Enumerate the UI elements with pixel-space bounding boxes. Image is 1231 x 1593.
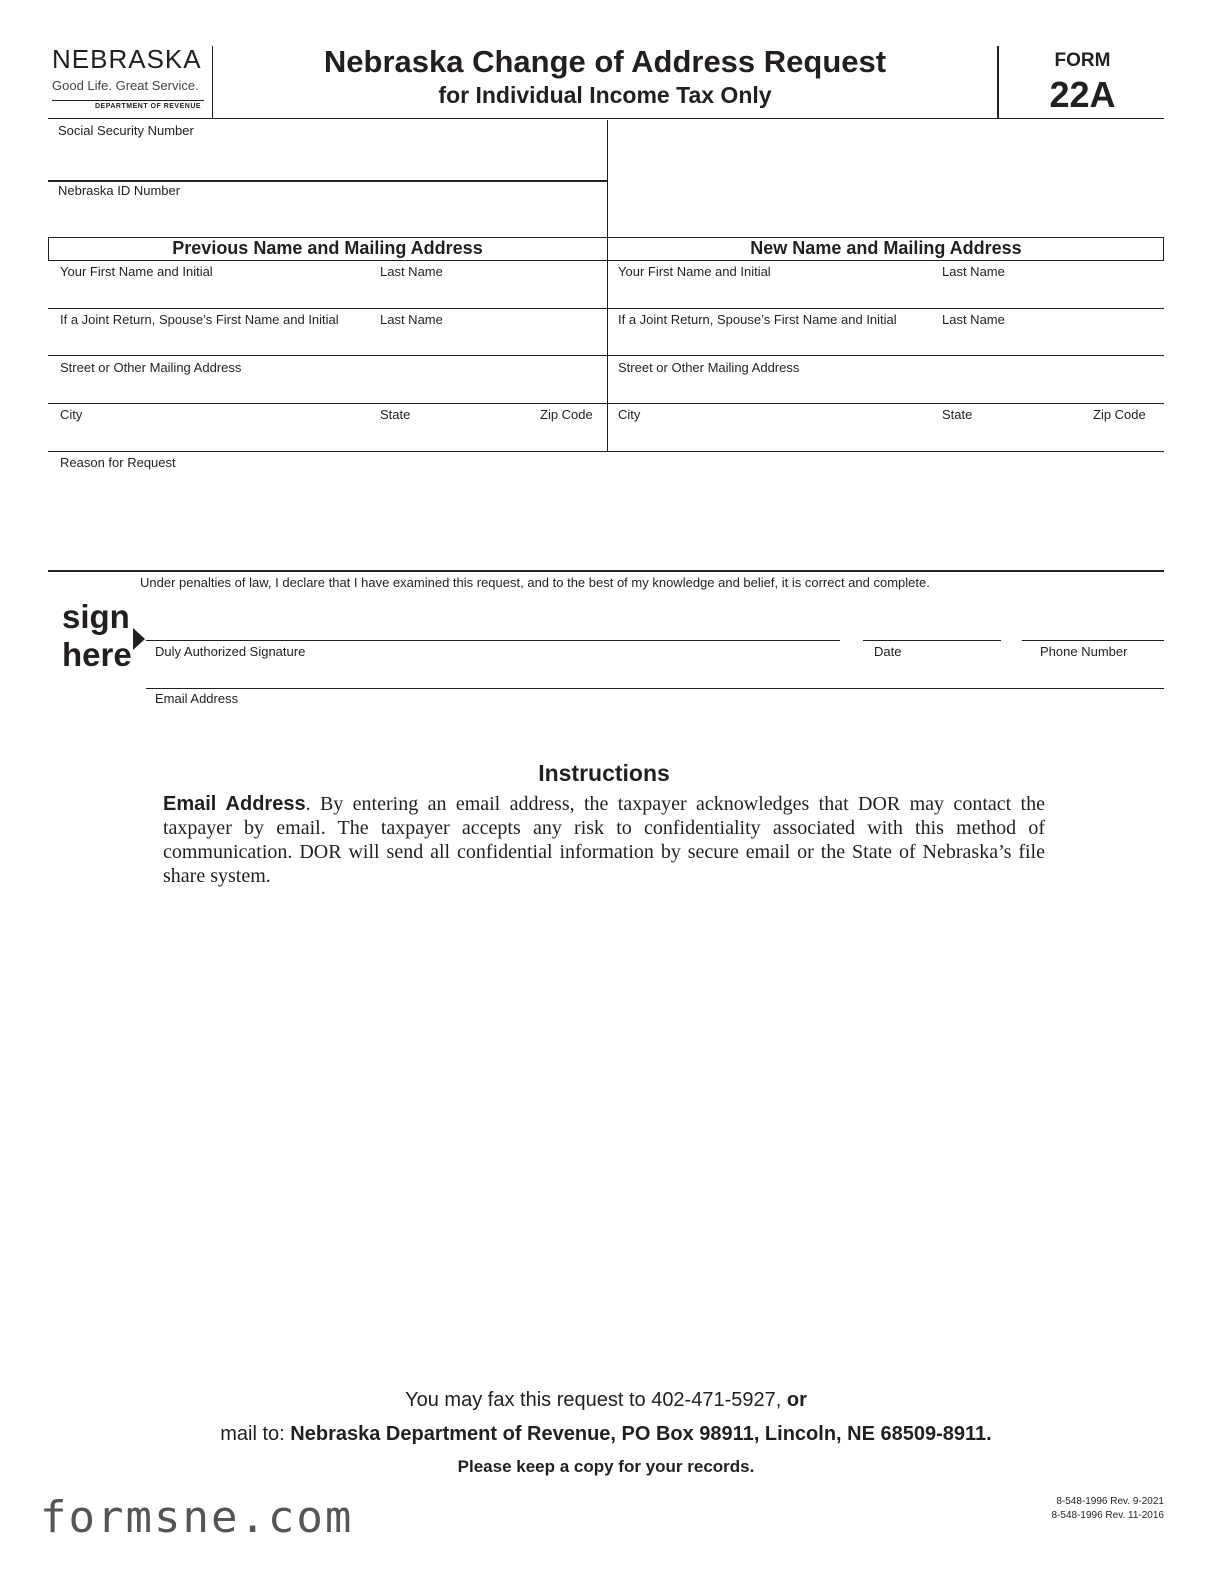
email-field[interactable]: [146, 660, 1164, 688]
page-title: Nebraska Change of Address Request: [323, 44, 887, 79]
new-last-name-label: Last Name: [942, 264, 1005, 279]
nebraska-id-field[interactable]: [48, 200, 607, 236]
email-label: Email Address: [155, 691, 239, 706]
new-spouse-field[interactable]: [608, 328, 1164, 355]
ssn-label: Social Security Number: [58, 123, 194, 138]
logo-divider: [212, 46, 213, 118]
phone-label: Phone Number: [1040, 644, 1128, 659]
ssn-rule: [48, 180, 607, 182]
prev-row3-rule: [48, 403, 607, 404]
new-spouse-last-label: Last Name: [942, 312, 1005, 327]
new-zip-label: Zip Code: [1093, 407, 1146, 422]
prev-row2-rule: [48, 355, 607, 356]
prev-row1-rule: [48, 308, 607, 309]
prev-spouse-field[interactable]: [48, 328, 607, 355]
instructions-body: [163, 792, 1045, 888]
new-name-field[interactable]: [608, 280, 1164, 307]
ssn-field[interactable]: [48, 140, 607, 180]
new-state-label: State: [942, 407, 973, 422]
reason-bottom-rule: [48, 570, 1164, 572]
mail-address: Nebraska Department of Revenue, PO Box 98911, Lincoln, NE 68509-8911.: [290, 1423, 992, 1445]
prev-city-label: City: [60, 407, 83, 422]
new-first-name-label: Your First Name and Initial: [618, 264, 771, 279]
instructions-email-text: . By entering an email address, the taxpayer acknowledges that DOR may contact the taxpayer by email. The taxpayer accepts any risk to confidentiality associated with this method of communication. DOR will send all confidential information by secure email or the State of Nebraska’s file share system.: [163, 793, 1045, 887]
phone-field[interactable]: [1022, 605, 1164, 640]
signature-rule: [146, 640, 840, 641]
logo-rule: [52, 100, 204, 101]
declaration-text: Under penalties of law, I declare that I have examined this request, and to the best of my knowledge and belief, it is correct and complete.: [140, 575, 930, 590]
fax-or: or: [786, 1389, 807, 1411]
prev-street-label: Street or Other Mailing Address: [60, 360, 242, 375]
logo-tagline: Good Life. Great Service.: [52, 78, 199, 93]
keep-copy-note: Please keep a copy for your records.: [457, 1457, 755, 1476]
arrow-right-icon: [133, 628, 145, 650]
new-city-label: City: [618, 407, 641, 422]
fax-line: [0, 1389, 1212, 1412]
date-rule: [863, 640, 1001, 641]
prev-zip-label: Zip Code: [540, 407, 593, 422]
new-city-field[interactable]: [608, 423, 1164, 450]
email-rule: [146, 688, 1164, 689]
prev-state-label: State: [380, 407, 411, 422]
signature-label: Duly Authorized Signature: [155, 644, 306, 659]
fax-text: You may fax this request to 402-471-5927,: [405, 1389, 787, 1411]
form-label: FORM: [1054, 50, 1111, 71]
instructions-title: Instructions: [538, 760, 670, 786]
prev-first-name-label: Your First Name and Initial: [60, 264, 213, 279]
form-divider: [997, 46, 999, 118]
logo-nebraska: NEBRASKA: [52, 44, 202, 74]
signature-field[interactable]: [146, 605, 840, 640]
previous-section-title: Previous Name and Mailing Address: [172, 238, 483, 258]
new-row3-rule: [608, 403, 1164, 404]
new-row1-rule: [608, 308, 1164, 309]
sign-word: sign: [62, 598, 130, 635]
form-number: 22A: [1049, 74, 1116, 115]
top-vertical-divider: [607, 120, 608, 238]
prev-name-field[interactable]: [48, 280, 607, 307]
date-field[interactable]: [863, 605, 1001, 640]
prev-spouse-first-label: If a Joint Return, Spouse’s First Name and Initial: [60, 312, 339, 327]
instructions-email-heading: Email Address: [163, 793, 306, 815]
mail-line: [0, 1423, 1212, 1446]
mail-prefix: mail to:: [220, 1423, 291, 1445]
nebraska-id-label: Nebraska ID Number: [58, 183, 181, 198]
revision-line-1: 8-548-1996 Rev. 9-2021: [1056, 1496, 1164, 1507]
reason-label: Reason for Request: [60, 455, 176, 470]
watermark: formsne.com: [40, 1492, 354, 1543]
phone-rule: [1022, 640, 1164, 641]
prev-city-field[interactable]: [48, 423, 607, 450]
header-rule: [48, 118, 1164, 119]
prev-last-name-label: Last Name: [380, 264, 443, 279]
address-bottom-rule: [48, 451, 1164, 452]
new-street-field[interactable]: [608, 376, 1164, 403]
new-spouse-first-label: If a Joint Return, Spouse’s First Name and Initial: [618, 312, 897, 327]
new-row2-rule: [608, 355, 1164, 356]
prev-street-field[interactable]: [48, 376, 607, 403]
sign-here-label: [62, 598, 132, 674]
page-subtitle: for Individual Income Tax Only: [438, 82, 772, 108]
date-label: Date: [874, 644, 902, 659]
here-word: here: [62, 636, 132, 673]
new-section-title: New Name and Mailing Address: [750, 238, 1022, 258]
new-street-label: Street or Other Mailing Address: [618, 360, 800, 375]
revision-line-2: 8-548-1996 Rev. 11-2016: [1051, 1510, 1164, 1521]
reason-field[interactable]: [48, 472, 1164, 568]
logo-department: DEPARTMENT OF REVENUE: [95, 103, 202, 110]
prev-spouse-last-label: Last Name: [380, 312, 443, 327]
